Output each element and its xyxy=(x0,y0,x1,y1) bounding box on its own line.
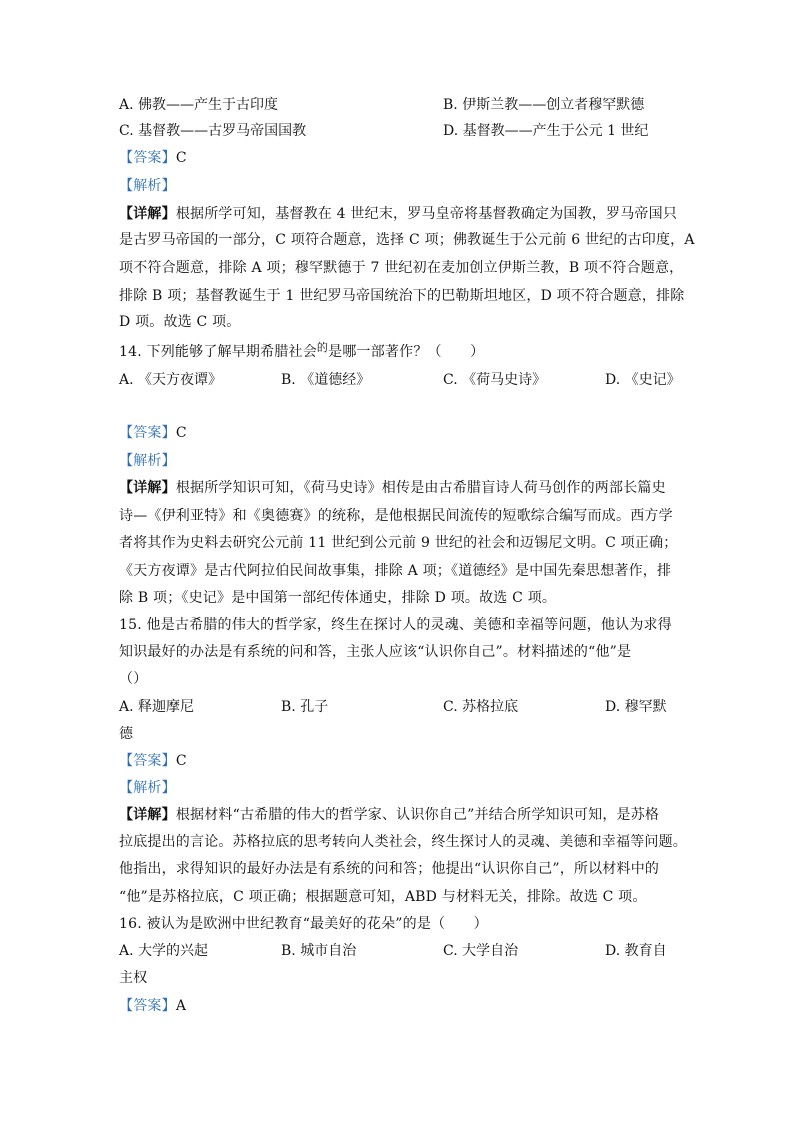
answer-value: C xyxy=(175,753,187,769)
q13-option-c: C. 基督教——古罗马帝国国教 xyxy=(119,123,307,139)
q13-detail-line-2: 是古罗马帝国的一部分，C 项符合题意，选择 C 项；佛教诞生于公元前 6 世纪的古印度，A xyxy=(119,232,695,248)
q14-detail-line-4: 《天方夜谭》是古代阿拉伯民间故事集，排除 A 项；《道德经》是中国先秦思想著作，排 xyxy=(119,563,672,579)
q13-analysis xyxy=(119,177,176,195)
stem-text-end: 是哪一部著作？（ ） xyxy=(328,344,485,360)
q14-option-b: B. 《道德经》 xyxy=(281,372,371,388)
q14-detail-line-3: 者将其作为史料去研究公元前 11 世纪到公元前 9 世纪的社会和迈锡尼文明。C 项正确； xyxy=(119,535,678,551)
q14-stem xyxy=(119,343,484,362)
detail-label: 【详解】 xyxy=(119,480,176,496)
q15-option-d-wrap: 德 xyxy=(119,726,134,742)
q13-option-b: B. 伊斯兰教——创立者穆罕默德 xyxy=(443,97,645,113)
answer-label: 【答案】 xyxy=(119,150,176,166)
detail-text: 根据所学知识可知，《荷马史诗》相传是由古希腊盲诗人荷马创作的两部长篇史 xyxy=(175,480,666,496)
q14-detail-line-5: 除 B 项；《史记》是中国第一部纪传体通史，排除 D 项。故选 C 项。 xyxy=(119,590,557,606)
q15-stem-line-1: 15. 他是古希腊的伟大的哲学家，终生在探讨人的灵魂、美德和幸福等问题，他认为求得 xyxy=(119,617,672,633)
analysis-label: 【解析】 xyxy=(119,178,176,194)
q16-answer xyxy=(119,997,186,1015)
q15-detail-line-2: 拉底提出的言论。苏格拉底的思考转向人类社会，终生探讨人的灵魂、美德和幸福等问题。 xyxy=(119,834,687,850)
answer-value: A xyxy=(175,998,187,1014)
q16-option-d: D. 教育自 xyxy=(605,943,667,959)
answer-label: 【答案】 xyxy=(119,998,176,1014)
q13-detail-line-4: 排除 B 项；基督教诞生于 1 世纪罗马帝国统治下的巴勒斯坦地区，D 项不符合题意，排除 xyxy=(119,288,685,304)
q14-option-a: A. 《天方夜谭》 xyxy=(119,372,223,388)
q15-option-d: D. 穆罕默 xyxy=(605,699,667,715)
analysis-label: 【解析】 xyxy=(119,780,176,796)
answer-label: 【答案】 xyxy=(119,425,176,441)
detail-label: 【详解】 xyxy=(119,206,176,222)
q13-option-d: D. 基督教——产生于公元 1 世纪 xyxy=(443,123,649,139)
q15-option-a: A. 释迦摩尼 xyxy=(119,699,195,715)
q16-option-b: B. 城市自治 xyxy=(281,943,357,959)
stem-superscript: 的 xyxy=(316,341,329,354)
q14-option-d: D. 《史记》 xyxy=(605,372,681,388)
analysis-label: 【解析】 xyxy=(119,453,176,469)
q14-analysis xyxy=(119,452,176,470)
q13-detail-line-5: D 项。故选 C 项。 xyxy=(119,314,241,330)
q16-option-d-wrap: 主权 xyxy=(119,970,148,986)
detail-text: 根据材料“古希腊的伟大的哲学家、认识你自己”并结合所学知识可知，是苏格 xyxy=(175,807,660,823)
q13-detail-line-1 xyxy=(119,205,677,223)
q15-analysis xyxy=(119,779,176,797)
q15-option-b: B. 孔子 xyxy=(281,699,329,715)
q15-option-c: C. 苏格拉底 xyxy=(443,699,519,715)
q16-stem: 16. 被认为是欧洲中世纪教育“最美好的花朵”的是（ ） xyxy=(119,916,488,932)
q15-answer xyxy=(119,752,187,770)
q15-detail-line-4: “他”是苏格拉底，C 项正确；根据题意可知，ABD 与材料无关，排除。故选 C 项。 xyxy=(119,889,647,905)
q16-option-c: C. 大学自治 xyxy=(443,943,519,959)
q15-stem-line-2: 知识最好的办法是有系统的问和答，主张人应该“认识你自己”。材料描述的“他”是 xyxy=(119,644,632,660)
answer-value: C xyxy=(175,150,187,166)
q15-detail-line-1 xyxy=(119,806,659,824)
answer-value: C xyxy=(175,425,187,441)
q16-option-a: A. 大学的兴起 xyxy=(119,943,209,959)
q14-answer xyxy=(119,424,187,442)
q13-answer xyxy=(119,149,187,167)
q15-stem-line-3: （） xyxy=(119,671,148,687)
q13-detail-line-3: 项不符合题意，排除 A 项；穆罕默德于 7 世纪初在麦加创立伊斯兰教，B 项不符合题意， xyxy=(119,260,684,276)
q13-option-a: A. 佛教——产生于古印度 xyxy=(119,97,279,113)
q14-detail-line-2: 诗—《伊利亚特》和《奥德赛》的统称，是他根据民间流传的短歌综合编写而成。西方学 xyxy=(119,508,673,524)
answer-label: 【答案】 xyxy=(119,753,176,769)
detail-label: 【详解】 xyxy=(119,807,176,823)
stem-text: 14. 下列能够了解早期希腊社会 xyxy=(119,344,317,360)
q14-option-c: C. 《荷马史诗》 xyxy=(443,372,547,388)
detail-text: 根据所学可知，基督教在 4 世纪末，罗马皇帝将基督教确定为国教，罗马帝国只 xyxy=(175,206,678,222)
q14-detail-line-1 xyxy=(119,479,666,497)
q15-detail-line-3: 他指出，求得知识的最好办法是有系统的问和答；他提出“认识你自己”，所以材料中的 xyxy=(119,861,660,877)
